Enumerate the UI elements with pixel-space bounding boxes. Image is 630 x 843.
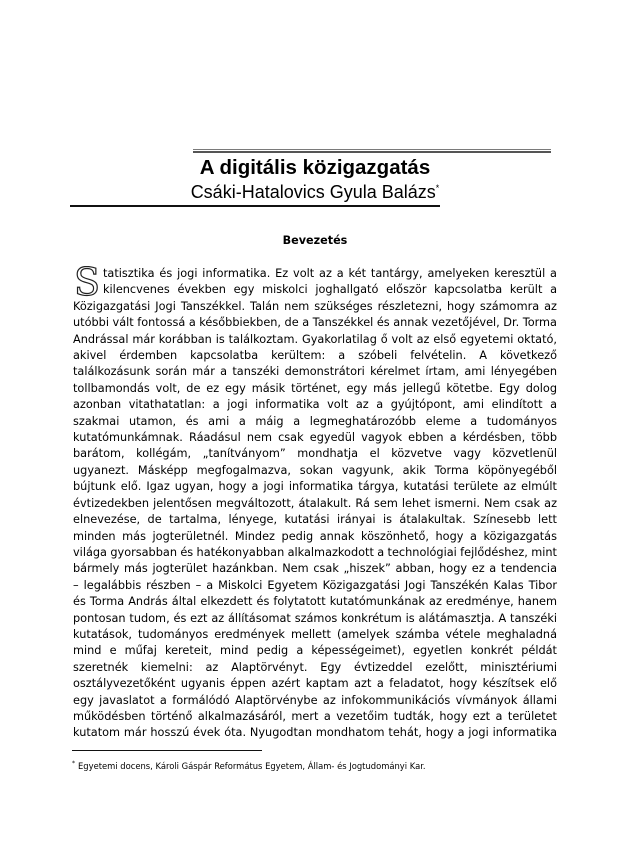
body-line: világa gyorsabban és hatékonyabban alkalmazkodott a technológiai fejlődéshez, mint xyxy=(73,545,557,559)
body-line: akivel érdemben kapcsolatba kerültem: a szóbeli felvételin. A következő xyxy=(73,349,557,363)
body-line: barátom, kollégám, „tanítványom” mondhatja el közvetve vagy közvetlenül xyxy=(73,447,557,461)
body-line: működésben történő alkalmazásáról, mert a vezetőim tudták, hogy ezt a területet xyxy=(73,709,557,723)
body-line: kilencvenes években egy miskolci joghallgató először kapcsolatba került a xyxy=(103,283,557,297)
body-line: minden más jogterületnél. Mindez pedig annak köszönhető, hogy a közigazgatás xyxy=(73,529,557,543)
author-line xyxy=(0,181,630,203)
body-line: Közigazgatási Jogi Tanszékkel. Talán nem szükséges részletezni, hogy számomra az xyxy=(73,299,557,313)
body-line: azonban vitathatatlan: a jogi informatika volt az a gyújtópont, ami elindított a xyxy=(73,398,557,412)
body-line: szeretnék kiemelni: az Alaptörvényt. Egy évtizeddel ezelőtt, minisztériumi xyxy=(73,660,557,674)
body-line: bújtunk elő. Igaz ugyan, hogy a jogi informatika tárgya, kutatási területe az elmúlt xyxy=(73,480,557,494)
body-line: tatisztika és jogi informatika. Ez volt az a két tantárgy, amelyeken keresztül a xyxy=(103,267,557,280)
footnote-mark: * xyxy=(72,760,75,768)
body-line: pontosan tudom, és ezt az állításomat számos konkrétum is alátámasztja. A tanszéki xyxy=(73,611,557,625)
body-line: ugyanezt. Másképp megfogalmazva, sokan vagyunk, akik Torma köpönyegéből xyxy=(73,463,557,477)
author-bottom-rule xyxy=(70,205,440,207)
body-line: kutatom már hosszú évek óta. Nyugodtan mondhatom tehát, hogy a jogi informatika xyxy=(73,726,557,740)
dropcap-letter: S xyxy=(73,266,101,299)
footnote-text: Egyetemi docens, Károli Gáspár Református Egyetem, Állam- és Jogtudományi Kar. xyxy=(78,761,426,771)
body-line: tollbamondás volt, de ez egy másik történet, egy más jellegű kötetbe. Egy dolog xyxy=(73,381,557,395)
body-line: szakmai utamon, és ami a máig a legmeghatározóbb eleme a tudományos xyxy=(73,414,557,428)
document-title: A digitális közigazgatás xyxy=(199,156,431,179)
title-top-rule xyxy=(193,149,551,153)
body-line: osztályvezetőként ugyanis éppen azért kaptam azt a feladatot, hogy készítsek elő xyxy=(73,677,557,691)
body-line: és Torma András által elkezdett és folytatott kutatómunkának az eredménye, hanem xyxy=(73,595,557,609)
body-line: évtizedekben jelentősen megváltozott, átalakult. Rá sem lehet ismerni. Nem csak az xyxy=(73,496,557,510)
footnote-separator xyxy=(72,750,262,751)
body-line: elnevezése, de tartalma, lényege, kutatási irányai is átalakultak. Színesebb lett xyxy=(73,513,557,527)
body-line: egy javaslatot a formálódó Alaptörvénybe az infokommunikációs vívmányok állami xyxy=(73,693,557,707)
body-line: Andrással már korábban is találkoztam. Gyakorlatilag ő volt az első egyetemi oktató, xyxy=(73,332,557,346)
body-text xyxy=(73,266,557,742)
body-line: utóbbi vált fontossá a későbbiekben, de a Tanszékkel és annak vezetőjével, Dr. Torma xyxy=(73,316,557,330)
body-line: – legalábbis részben – a Miskolci Egyetem Közigazgatási Jogi Tanszékén Kalas Tibor xyxy=(73,578,557,592)
body-line: mind e műfaj kereteit, mind pedig a képességeimet), egyetlen konkrét példát xyxy=(73,644,557,658)
author-name: Csáki-Hatalovics Gyula Balázs xyxy=(190,182,436,202)
body-lines xyxy=(73,266,557,742)
section-heading: Bevezetés xyxy=(282,234,348,247)
author-footnote-mark[interactable]: * xyxy=(435,183,440,193)
body-line: kutatások, tudományos eredmények mellett (amelyek számba vétele meghaladná xyxy=(73,627,557,641)
body-line: kutatómunkámnak. Ráadásul nem csak egyedül vagyok ebben a kérdésben, több xyxy=(73,431,557,445)
body-line: bármely más jogterület hazánkban. Nem csak „hiszek” abban, hogy ez a tendencia xyxy=(73,562,557,576)
body-line: találkozásunk során már a tanszéki demonstrátori kérelmet írtam, ami lényegében xyxy=(73,365,557,379)
footnote xyxy=(72,759,572,773)
